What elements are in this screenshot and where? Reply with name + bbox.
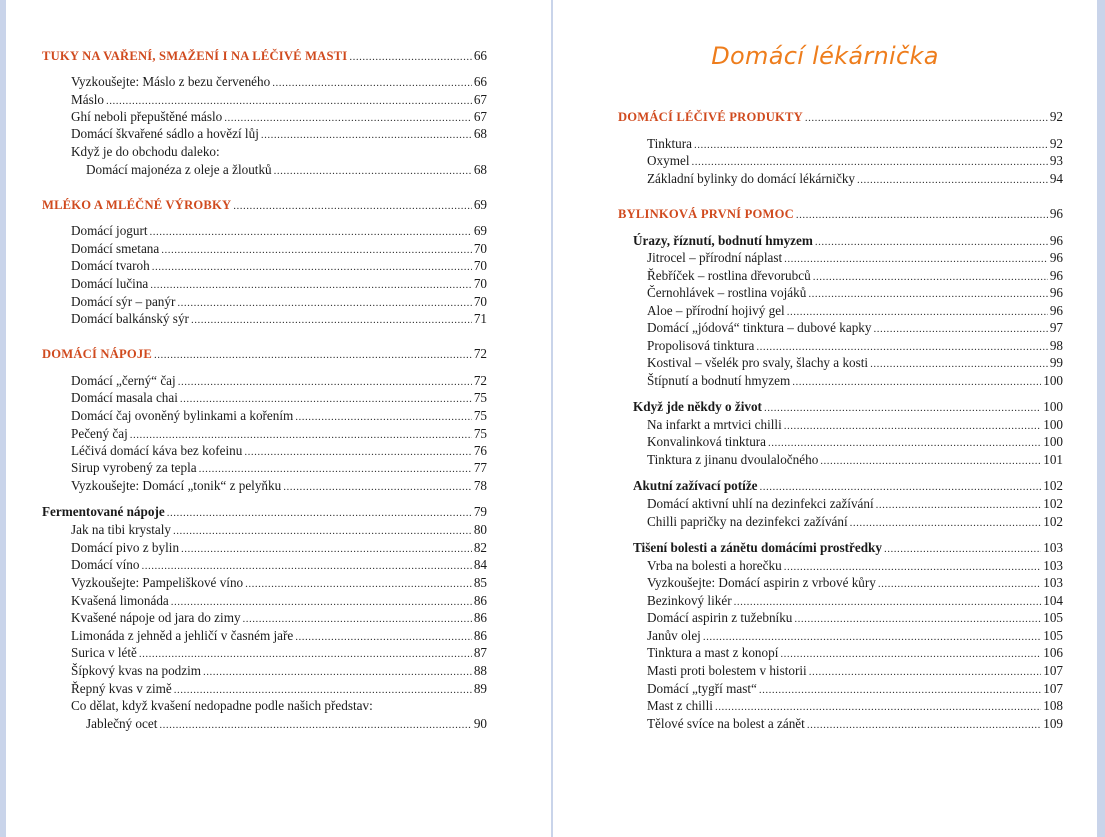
toc-entry [71,459,487,476]
toc-entry-title: Kvašená limonáda [71,593,169,608]
toc-entry-title: Jitrocel – přírodní náplast [647,250,783,265]
toc-page-number: 109 [1043,716,1063,731]
toc-entry-title: Domácí „tygří mast“ [647,681,757,696]
toc-entry [71,592,487,609]
toc-entry-title: Domácí smetana [71,241,160,256]
toc-entry [71,442,487,459]
toc-page-number: 103 [1043,575,1063,590]
toc-entry-title: Domácí sýr – panýr [71,294,176,309]
dot-leader [142,558,472,575]
toc-page-number: 76 [473,443,487,458]
toc-entry [647,152,1063,169]
toc-entry [647,592,1063,609]
dot-leader [809,664,1042,681]
toc-page-number: 80 [473,522,487,537]
toc-entry-title: Kvašené nápoje od jara do zimy [71,610,241,625]
toc-page-number: 67 [473,92,487,107]
toc-entry-title: MLÉKO A MLÉČNÉ VÝROBKY [42,198,232,212]
toc-page-number: 75 [473,426,487,441]
toc-entry [647,372,1063,389]
toc-page-number: 96 [1049,303,1063,318]
toc-page-number: 86 [473,593,487,608]
toc-entry [647,416,1063,433]
toc-entry [647,451,1063,468]
toc-page-number: 97 [1049,320,1063,335]
toc-entry-title: Řepný kvas v zimě [71,681,172,696]
toc-page-number: 69 [473,197,487,212]
toc-entry [71,680,487,697]
dot-leader [805,110,1048,127]
dot-leader [764,400,1041,417]
dot-leader [876,497,1042,514]
toc-entry-title: Tělové svíce na bolest a zánět [647,716,805,731]
chapter-title: Domácí lékárnička [711,42,939,70]
dot-leader [857,172,1048,189]
toc-entry-title: Máslo [71,92,104,107]
toc-page-number: 103 [1043,540,1063,555]
toc-section-heading [618,205,1063,222]
dot-leader [261,127,472,144]
toc-subsection [633,398,1063,415]
toc-entry-title: Domácí lučina [71,276,149,291]
toc-page-number: 86 [473,628,487,643]
dot-leader [760,479,1042,496]
toc-section-heading [42,47,487,64]
toc-entry-title: Černohlávek – rostlina vojáků [647,285,807,300]
toc-entry-title: Vrba na bolesti a horečku [647,558,782,573]
toc-page-number: 100 [1043,417,1063,432]
toc-entry-title: Limonáda z jehněd a jehličí v časném jaře [71,628,294,643]
toc-page-number: 96 [1049,250,1063,265]
toc-page-number: 103 [1043,558,1063,573]
toc-entry-title: Úrazy, říznutí, bodnutí hmyzem [633,233,813,248]
toc-page-number: 79 [473,504,487,519]
toc-entry [71,425,487,442]
toc-entry [71,125,487,142]
dot-leader [150,224,472,241]
dot-leader [884,541,1041,558]
dot-leader [191,312,472,329]
dot-leader [715,699,1041,716]
toc-entry [71,644,487,661]
toc-entry-title: Sirup vyrobený za tepla [71,460,197,475]
toc-page-number: 100 [1043,399,1063,414]
toc-entry [71,372,487,389]
toc-page-number: 93 [1049,153,1063,168]
toc-entry [647,135,1063,152]
toc-entry-title: Domácí pivo z bylin [71,540,180,555]
dot-leader [820,453,1041,470]
toc-page-number: 106 [1043,645,1063,660]
toc-entry-title: Vyzkoušejte: Domácí „tonik“ z pelyňku [71,478,282,493]
toc-page-number: 98 [1049,338,1063,353]
toc-entry [71,91,487,108]
toc-page-number: 66 [473,74,487,89]
toc-entry-title: Mast z chilli [647,698,713,713]
toc-entry-title: Janův olej [647,628,701,643]
toc-entry-title: Konvalinková tinktura [647,434,767,449]
toc-entry-title: Na infarkt a mrtvici chilli [647,417,782,432]
dot-leader [792,374,1041,391]
toc-page-number: 68 [473,162,487,177]
toc-page-number: 100 [1043,373,1063,388]
toc-entry [647,662,1063,679]
toc-entry-title: Oxymel [647,153,690,168]
toc-page-number: 96 [1049,268,1063,283]
toc-page-number: 68 [473,126,487,141]
toc-entry [71,556,487,573]
toc-entry-title: Domácí „jódová“ tinktura – dubové kapky [647,320,872,335]
toc-entry [71,662,487,679]
toc-entry [71,73,487,90]
toc-entry-title: Pečený čaj [71,426,128,441]
toc-subsection [633,539,1063,556]
toc-entry-title: Fermentované nápoje [42,504,165,519]
dot-leader [794,611,1041,628]
toc-entry [71,389,487,406]
toc-page-number: 96 [1049,233,1063,248]
toc-entry [71,407,487,424]
toc-entry-title: Bezinkový likér [647,593,732,608]
toc-entry [71,275,487,292]
dot-leader [692,154,1048,171]
toc-entry-title: Domácí „černý“ čaj [71,373,176,388]
toc-page-number: 92 [1049,109,1063,124]
toc-entry [71,521,487,538]
toc-page-number: 70 [473,258,487,273]
toc-entry-title: Domácí aktivní uhlí na dezinfekci zažívání [647,496,874,511]
toc-entry [71,257,487,274]
dot-leader [243,611,472,628]
toc-page-number: 75 [473,408,487,423]
toc-entry-title: Šípkový kvas na podzim [71,663,202,678]
toc-entry-title: Masti proti bolestem v historii [647,663,807,678]
dot-leader [150,277,472,294]
toc-entry-title: Kostival – všelék pro svaly, šlachy a kosti [647,355,869,370]
toc-entry-title: Řebříček – rostlina dřevorubců [647,268,811,283]
toc-entry [647,697,1063,714]
toc-page-number: 71 [473,311,487,326]
toc-entry [71,222,487,239]
toc-entry [71,108,487,125]
toc-page-number: 69 [473,223,487,238]
toc-page-number: 78 [473,478,487,493]
toc-entry-title: DOMÁCÍ NÁPOJE [42,347,152,361]
dot-leader [870,356,1048,373]
toc-entry-title: Když je do obchodu daleko: [71,144,220,159]
toc-section-heading [618,108,1063,125]
toc-entry [647,319,1063,336]
toc-entry [647,495,1063,512]
toc-section-heading [42,196,487,213]
toc-entry [647,337,1063,354]
toc-page-number: 72 [473,346,487,361]
toc-entry [71,143,220,160]
toc-entry [647,354,1063,371]
toc-entry-title: Když jde někdy o život [633,399,762,414]
toc-entry-title: Domácí majonéza z oleje a žloutků [86,162,272,177]
dot-leader [349,49,471,66]
toc-page-number: 86 [473,610,487,625]
dot-leader [199,461,472,478]
toc-subsection [633,477,1063,494]
toc-entry [647,302,1063,319]
toc-page-number: 66 [473,48,487,63]
toc-entry-title: Co dělat, když kvašení nedopadne podle našich představ: [71,698,373,713]
toc-entry-title: Domácí aspirin z tužebníku [647,610,793,625]
toc-entry [647,267,1063,284]
dot-leader [159,717,471,734]
toc-entry [71,697,373,714]
toc-entry [71,310,487,327]
toc-page-number: 70 [473,241,487,256]
toc-entry-title: Vyzkoušejte: Máslo z bezu červeného [71,74,271,89]
toc-entry [647,557,1063,574]
toc-page-number: 75 [473,390,487,405]
toc-entry-title: Jak na tibi krystaly [71,522,171,537]
toc-entry-title: Domácí tvaroh [71,258,150,273]
toc-page-number: 85 [473,575,487,590]
toc-entry-title: Základní bylinky do domácí lékárničky [647,171,856,186]
toc-page-number: 105 [1043,628,1063,643]
toc-entry-title: Akutní zažívací potíže [633,478,758,493]
toc-entry-title: Domácí masala chai [71,390,178,405]
toc-entry [71,627,487,644]
dot-leader [272,75,472,92]
toc-page-number: 82 [473,540,487,555]
dot-leader [283,479,472,496]
toc-page-number: 89 [473,681,487,696]
toc-page-number: 101 [1043,452,1063,467]
toc-entry-title: Ghí neboli přepuštěné máslo [71,109,223,124]
dot-leader [173,523,472,540]
toc-page-number: 107 [1043,681,1063,696]
toc-entry [86,715,487,732]
dot-leader [808,286,1048,303]
toc-entry-title: TUKY NA VAŘENÍ, SMAŽENÍ I NA LÉČIVÉ MASTI [42,49,348,63]
toc-page-number: 99 [1049,355,1063,370]
toc-subsection [633,232,1063,249]
toc-page-number: 107 [1043,663,1063,678]
dot-leader [180,391,472,408]
toc-entry-title: Léčivá domácí káva bez kofeinu [71,443,243,458]
toc-page-number: 96 [1049,206,1063,221]
toc-entry-title: Jablečný ocet [86,716,158,731]
dot-leader [784,251,1048,268]
dot-leader [295,409,472,426]
dot-leader [796,207,1048,224]
toc-page-number: 105 [1043,610,1063,625]
toc-entry [647,609,1063,626]
dot-leader [154,347,472,364]
toc-page-number: 70 [473,276,487,291]
toc-entry [71,293,487,310]
toc-entry [647,170,1063,187]
toc-entry-title: Domácí balkánský sýr [71,311,189,326]
toc-entry-title: Štípnutí a bodnutí hmyzem [647,373,791,388]
dot-leader [874,321,1048,338]
right-page [553,0,1097,837]
toc-entry-title: Surica v létě [71,645,137,660]
toc-page-number: 104 [1043,593,1063,608]
toc-entry [71,574,487,591]
toc-entry [647,513,1063,530]
dot-leader [167,505,472,522]
left-page [6,0,551,837]
toc-entry-title: Vyzkoušejte: Domácí aspirin z vrbové kůry [647,575,876,590]
dot-leader [274,163,472,180]
toc-entry-title: Propolisová tinktura [647,338,755,353]
dot-leader [850,515,1042,532]
dot-leader [152,259,472,276]
toc-entry [71,477,487,494]
toc-section-heading [42,345,487,362]
toc-entry-title: Tinktura a mast z konopí [647,645,779,660]
toc-page-number: 102 [1043,514,1063,529]
toc-entry [71,240,487,257]
toc-page-number: 100 [1043,434,1063,449]
dot-leader [768,435,1041,452]
toc-page-number: 67 [473,109,487,124]
dot-leader [139,646,472,663]
toc-page-number: 87 [473,645,487,660]
toc-entry-title: Domácí víno [71,557,140,572]
dot-leader [203,664,472,681]
toc-page-number: 92 [1049,136,1063,151]
dot-leader [780,646,1041,663]
toc-entry-title: Domácí jogurt [71,223,148,238]
toc-entry [647,574,1063,591]
toc-entry-title: DOMÁCÍ LÉČIVÉ PRODUKTY [618,110,803,124]
toc-page-number: 102 [1043,496,1063,511]
toc-page-number: 72 [473,373,487,388]
toc-entry [71,609,487,626]
toc-entry [647,644,1063,661]
toc-entry-title: Tišení bolesti a zánětu domácími prostředky [633,540,882,555]
toc-page-number: 77 [473,460,487,475]
toc-entry [647,680,1063,697]
toc-entry [647,627,1063,644]
toc-page-number: 102 [1043,478,1063,493]
dot-leader [807,717,1041,734]
toc-entry-title: Tinktura z jinanu dvoulaločného [647,452,819,467]
toc-page-number: 84 [473,557,487,572]
toc-entry-title: Aloe – přírodní hojivý gel [647,303,785,318]
toc-entry [71,539,487,556]
toc-entry [647,433,1063,450]
toc-entry [647,284,1063,301]
toc-entry-title: Domácí škvařené sádlo a hovězí lůj [71,126,259,141]
toc-entry [647,715,1063,732]
toc-subsection [42,503,487,520]
toc-entry-title: BYLINKOVÁ PRVNÍ POMOC [618,207,794,221]
dot-leader [245,576,472,593]
toc-entry-title: Chilli papričky na dezinfekci zažívání [647,514,848,529]
toc-page-number: 88 [473,663,487,678]
toc-page-number: 70 [473,294,487,309]
toc-entry [86,161,487,178]
dot-leader [233,198,472,215]
toc-entry-title: Vyzkoušejte: Pampeliškové víno [71,575,244,590]
toc-entry-title: Domácí čaj ovoněný bylinkami a kořením [71,408,294,423]
toc-page-number: 96 [1049,285,1063,300]
toc-entry-title: Tinktura [647,136,692,151]
toc-page-number: 94 [1049,171,1063,186]
dot-leader [878,576,1041,593]
toc-page-number: 90 [473,716,487,731]
toc-entry [647,249,1063,266]
toc-page-number: 108 [1043,698,1063,713]
